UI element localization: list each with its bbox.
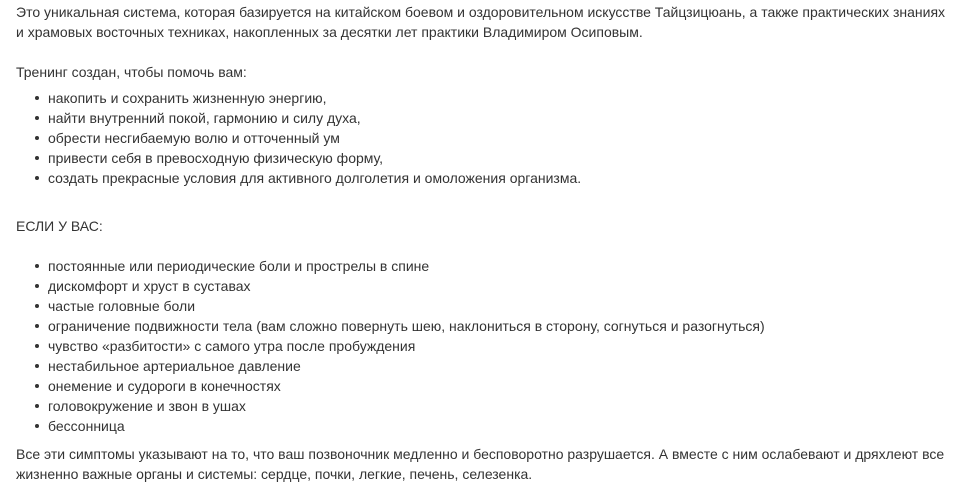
list-item	[16, 296, 956, 316]
list-item	[16, 356, 956, 376]
list-item-text: накопить и сохранить жизненную энергию,	[48, 90, 327, 106]
goals-lead: Тренинг создан, чтобы помочь вам:	[16, 64, 247, 80]
list-item-text: нестабильное артериальное давление	[48, 358, 301, 374]
list-item	[16, 396, 956, 416]
symptoms-heading: ЕСЛИ У ВАС:	[16, 218, 103, 234]
bullet-icon	[35, 324, 39, 328]
list-item-text: привести себя в превосходную физическую форму,	[48, 150, 384, 166]
bullet-icon	[35, 96, 39, 100]
list-item	[16, 336, 956, 356]
list-item-text: частые головные боли	[48, 298, 196, 314]
intro-paragraph: Это уникальная система, которая базируется на китайском боевом и оздоровительном искусстве Тайцзицюань, а также практических знаниях и храмовых восточных техниках, накопленных за десятки лет практики Владимиром Осиповым.	[16, 4, 946, 40]
list-item-text: создать прекрасные условия для активного долголетия и омоложения организма.	[48, 170, 582, 186]
article-content	[16, 2, 956, 484]
symptoms-list	[16, 256, 956, 436]
bullet-icon	[35, 136, 39, 140]
list-item-text: головокружение и звон в ушах	[48, 398, 246, 414]
list-item	[16, 128, 956, 148]
conclusion-paragraph: Все эти симптомы указывают на то, что ваш позвоночник медленно и бесповоротно разрушается. А вместе с ним ослабевают и дряхлеют все жизненно важные органы и системы: сердце, почки, легкие, печень, селезенка.	[16, 446, 945, 482]
bullet-icon	[35, 304, 39, 308]
list-item	[16, 316, 956, 336]
list-item	[16, 88, 956, 108]
list-item-text: ограничение подвижности тела (вам сложно повернуть шею, наклониться в сторону, согнуться и разогнуться)	[48, 318, 765, 334]
goals-list	[16, 88, 956, 188]
list-item-text: чувство «разбитости» с самого утра после пробуждения	[48, 338, 416, 354]
list-item	[16, 376, 956, 396]
bullet-icon	[35, 116, 39, 120]
bullet-icon	[35, 364, 39, 368]
bullet-icon	[35, 284, 39, 288]
bullet-icon	[35, 176, 39, 180]
list-item-text: постоянные или периодические боли и прострелы в спине	[48, 258, 430, 274]
list-item	[16, 148, 956, 168]
bullet-icon	[35, 264, 39, 268]
list-item	[16, 108, 956, 128]
list-item-text: онемение и судороги в конечностях	[48, 378, 281, 394]
bullet-icon	[35, 156, 39, 160]
bullet-icon	[35, 384, 39, 388]
list-item	[16, 276, 956, 296]
list-item	[16, 168, 956, 188]
list-item-text: бессонница	[48, 418, 125, 434]
list-item	[16, 256, 956, 276]
list-item-text: найти внутренний покой, гармонию и силу духа,	[48, 110, 361, 126]
list-item	[16, 416, 956, 436]
bullet-icon	[35, 404, 39, 408]
list-item-text: дискомфорт и хруст в суставах	[48, 278, 251, 294]
bullet-icon	[35, 344, 39, 348]
bullet-icon	[35, 424, 39, 428]
list-item-text: обрести несгибаемую волю и отточенный ум	[48, 130, 340, 146]
